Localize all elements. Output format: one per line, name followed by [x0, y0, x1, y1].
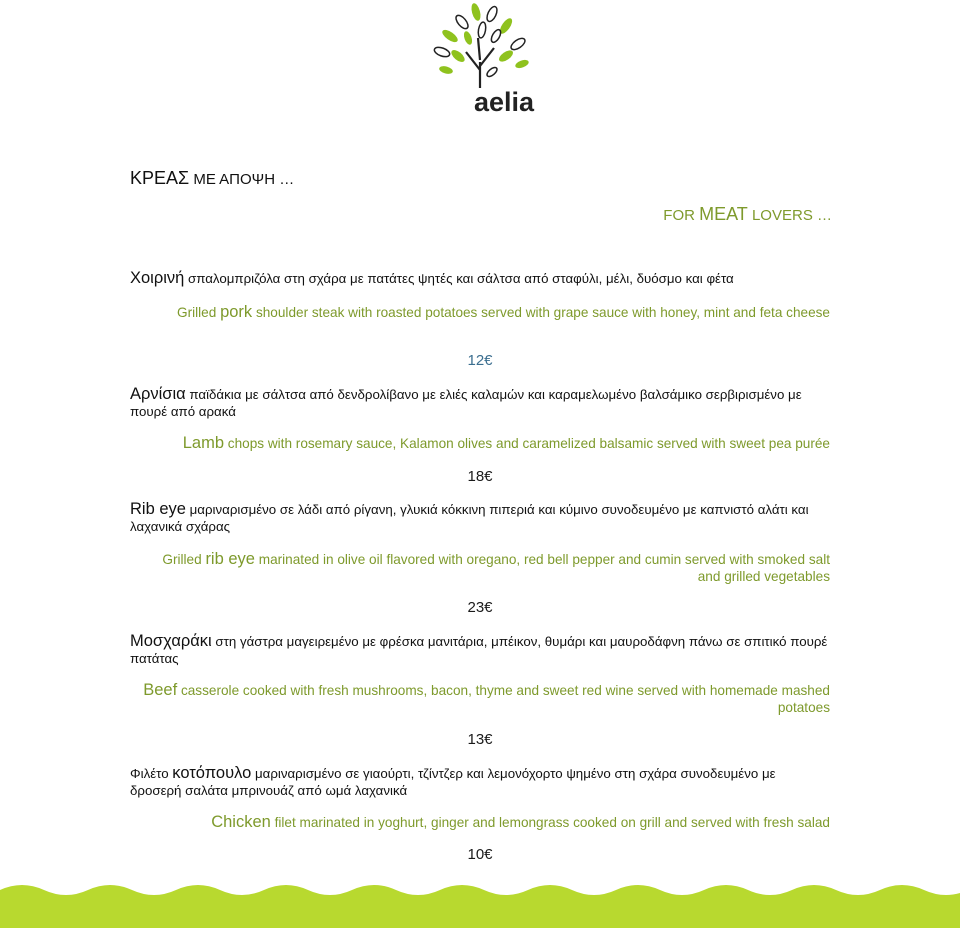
dish-name-english: Beef: [143, 681, 178, 699]
dish-name-english: Lamb: [182, 434, 225, 452]
dish-description-english: shoulder steak with roasted potatoes served with grape sauce with honey, mint and feta cheese: [252, 305, 830, 320]
menu-item-greek: [130, 386, 830, 420]
menu-item-greek: [130, 765, 830, 799]
dish-name-greek: Χοιρινή: [130, 269, 185, 287]
dish-description-greek: μαριναρισμένο σε γιαούρτι, τζίντζερ και λεμονόχορτο ψημένο στη σχάρα συνοδευμένο με δροσερή σαλάτα μπρινουάζ από ωμά λαχανικά: [130, 766, 776, 798]
dish-prefix-english: Grilled: [162, 552, 206, 567]
menu-item-english: [140, 551, 830, 585]
dish-description-greek: στη γάστρα μαγειρεμένο με φρέσκα μανιτάρια, μπέικον, θυμάρι και μαυροδάφνη πάνω σε σπιτικό πουρέ πατάτας: [130, 634, 828, 666]
dish-description-greek: μαριναρισμένο σε λάδι από ρίγανη, γλυκιά κόκκινη πιπεριά και κύμινο συνοδευμένο με καπνιστό αλάτι και λαχανικά σχάρας: [130, 502, 809, 534]
tree-icon: [433, 2, 530, 88]
aelia-logo: [416, 0, 546, 118]
dish-name-english: rib eye: [205, 550, 255, 568]
menu-item-greek: [130, 501, 830, 535]
menu-item-english: [140, 304, 830, 321]
section-title-english-lead: MEAT: [699, 204, 748, 224]
dish-name-greek: κοτόπουλο: [172, 764, 252, 782]
dish-prefix-greek: Φιλέτο: [130, 766, 173, 781]
logo-wordmark: aelia: [473, 87, 535, 117]
dish-name-greek: Rib eye: [130, 500, 186, 518]
menu-item-greek: [130, 270, 830, 287]
section-title-english-post: LOVERS …: [747, 207, 832, 224]
green-wave-border: [0, 884, 960, 928]
dish-name-english: pork: [220, 303, 253, 321]
section-title-english-pre: FOR: [663, 207, 700, 224]
dish-description-english: casserole cooked with fresh mushrooms, bacon, thyme and sweet red wine served with homemade mashed potatoes: [177, 683, 830, 715]
dish-description-english: chops with rosemary sauce, Kalamon olives and caramelized balsamic served with sweet pea purée: [224, 436, 830, 451]
dish-name-greek: Αρνίσια: [130, 385, 186, 403]
section-title-greek-lead: ΚΡΕΑΣ: [130, 168, 190, 188]
section-title-english: [663, 204, 832, 225]
menu-item-greek: [130, 633, 830, 667]
menu-item-english: [140, 435, 830, 452]
section-title-greek-rest: ΜΕ ΑΠΟΨΗ …: [189, 171, 295, 188]
dish-description-greek: σπαλομπριζόλα στη σχάρα με πατάτες ψητές και σάλτσα από σταφύλι, μέλι, δυόσμο και φέτα: [184, 271, 734, 286]
price: 23€: [467, 599, 493, 616]
dish-description-english: filet marinated in yoghurt, ginger and lemongrass cooked on grill and served with fresh salad: [270, 815, 830, 830]
dish-description-english: marinated in olive oil flavored with oregano, red bell pepper and cumin served with smoked salt and grilled vegetables: [254, 552, 830, 584]
section-title-greek: [130, 168, 294, 189]
price: 10€: [467, 846, 493, 863]
menu-item-english: [140, 814, 830, 831]
price: 12€: [467, 352, 493, 369]
menu-item-english: [140, 682, 830, 716]
dish-name-greek: Μοσχαράκι: [130, 632, 212, 650]
price: 18€: [467, 468, 493, 485]
dish-description-greek: παϊδάκια με σάλτσα από δενδρολίβανο με ελιές καλαμών και καραμελωμένο βαλσάμικο σερβιρισμένο με πουρέ από αρακά: [130, 387, 802, 419]
dish-name-english: Chicken: [211, 813, 271, 831]
price: 13€: [467, 731, 493, 748]
dish-prefix-english: Grilled: [177, 305, 221, 320]
